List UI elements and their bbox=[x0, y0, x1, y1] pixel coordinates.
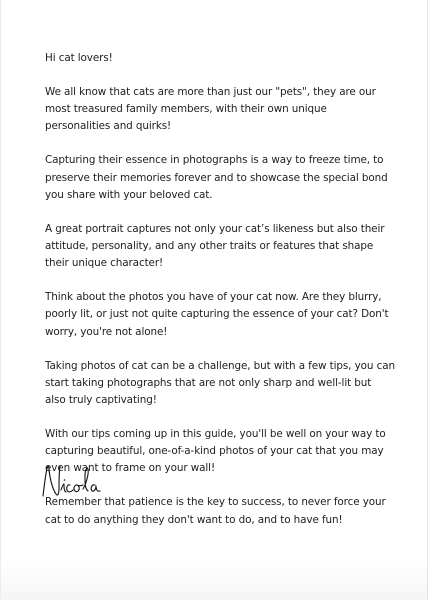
letter-paragraph: Remember that patience is the key to success, to never force your cat to do anything they don't want to do, and to have fun! bbox=[45, 496, 386, 526]
letter-paragraph: We all know that cats are more than just our "pets", they are our most treasured family members, with their own unique personalities and quirks! bbox=[45, 86, 376, 133]
letter-greeting: Hi cat lovers! bbox=[45, 52, 113, 64]
handwritten-signature bbox=[37, 460, 117, 502]
letter-paragraph: Taking photos of cat can be a challenge, but with a few tips, you can start taking photographs that are not only sharp and well-lit but also truly captivating! bbox=[45, 359, 395, 407]
letter-paragraph: Capturing their essence in photographs is a way to freeze time, to preserve their memories forever and to showcase the special bond you share with your beloved cat. bbox=[45, 154, 388, 201]
letter-paragraph: Think about the photos you have of your cat now. Are they blurry, poorly lit, or just not quite capturing the essence of your cat? Don't worry, you're not alone! bbox=[45, 291, 389, 338]
letter-paragraph: A great portrait captures not only your cat’s likeness but also their attitude, personality, and any other traits or features that shape their unique character! bbox=[45, 222, 385, 270]
letter-paragraph: With our tips coming up in this guide, you'll be well on your way to capturing beautiful, one-of-a-kind photos of your cat that you may even want to frame on your wall! bbox=[45, 428, 386, 475]
